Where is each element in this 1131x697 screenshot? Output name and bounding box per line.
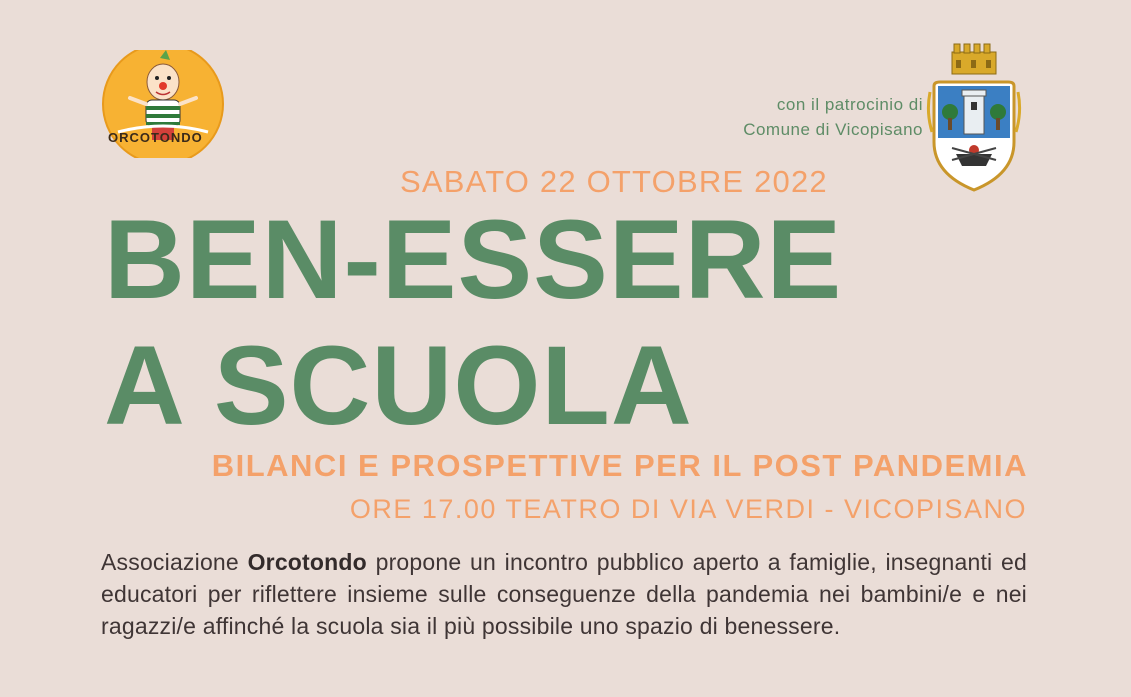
event-title-line-2: A SCUOLA	[104, 323, 693, 448]
patronage-line-2: Comune di Vicopisano	[743, 120, 923, 139]
event-date: SABATO 22 OTTOBRE 2022	[400, 164, 828, 199]
patronage-text	[743, 92, 923, 142]
event-title-line-1: BEN-ESSERE	[104, 197, 843, 322]
patronage-line-1: con il patrocinio di	[776, 95, 923, 114]
coat-of-arms-icon	[926, 42, 1022, 194]
vicopisano-crest	[926, 42, 1022, 194]
description-rest: propone un incontro pubblico aperto a famiglie, insegnanti ed educatori per riflettere insieme sulle conseguenze della pandemia nei bambini/e e nei ragazzi/e affinché la scuola sia il più possibile uno spazio di benessere.	[101, 549, 1027, 639]
orcotondo-logo-text: ORCOTONDO	[108, 130, 203, 145]
event-venue: ORE 17.00 TEATRO DI VIA VERDI - VICOPISANO	[349, 494, 1027, 524]
orcotondo-logo	[100, 50, 226, 158]
event-description	[101, 546, 1027, 642]
event-subtitle: BILANCI E PROSPETTIVE PER IL POST PANDEMIA	[211, 448, 1028, 483]
description-intro: Associazione	[101, 549, 248, 575]
organization-name: Orcotondo	[247, 549, 367, 575]
